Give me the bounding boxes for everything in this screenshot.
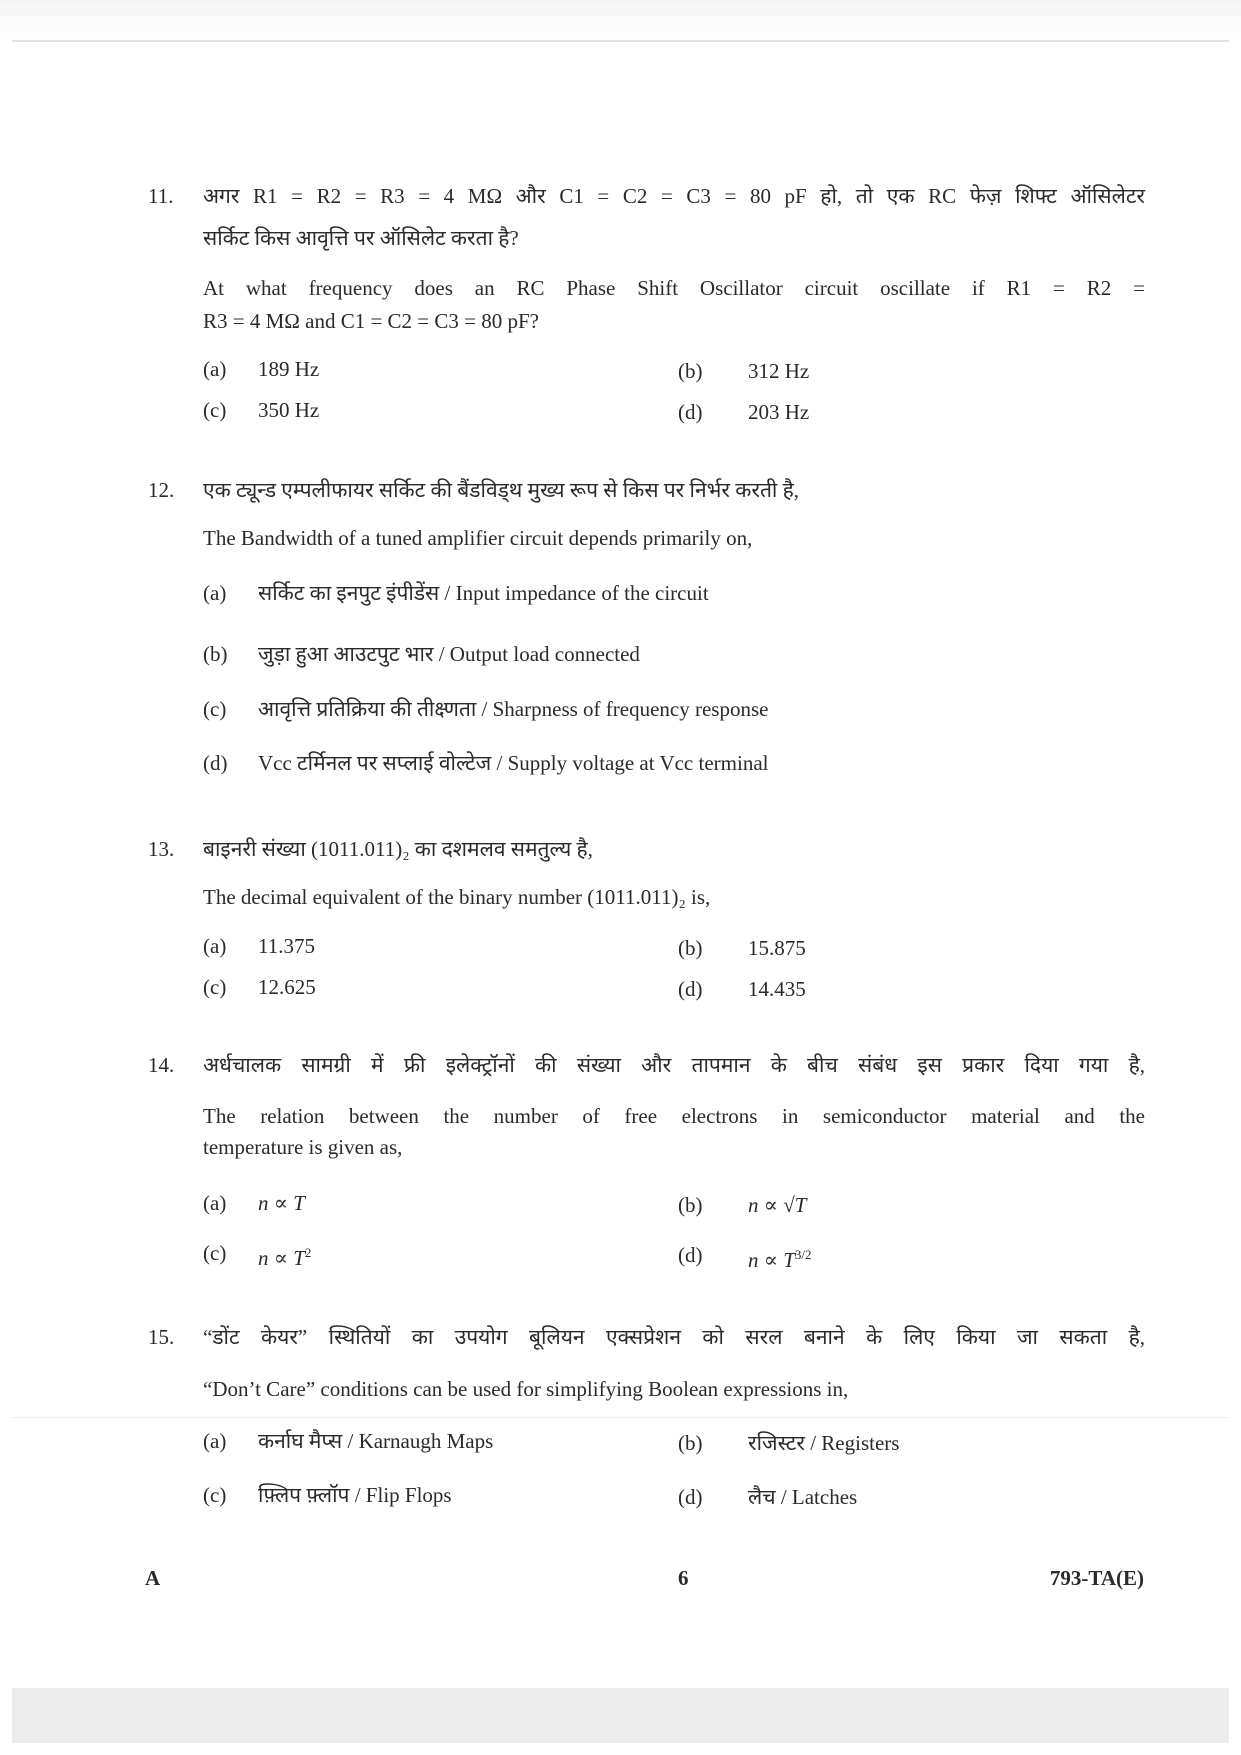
question-number: 12. — [148, 478, 175, 502]
question-number: 13. — [148, 837, 175, 861]
question-english: The relation between the number of free electrons in semiconductor material and the — [203, 1104, 1145, 1128]
option-label: (b) — [678, 359, 703, 383]
option-label: (c) — [203, 697, 227, 721]
option-label: (c) — [203, 1241, 227, 1265]
option-b: 15.875 — [748, 936, 806, 960]
option-a: सर्किट का इनपुट इंपीडेंस / Input impedance of the circuit — [258, 581, 709, 605]
question-hindi: अर्धचालक सामग्री में फ्री इलेक्ट्रॉनों की संख्या और तापमान के बीच संबंध इस प्रकार दिया गया है, — [203, 1053, 1145, 1077]
paper-code: 793-TA(E) — [1049, 1566, 1144, 1590]
question-english: R3 = 4 MΩ and C1 = C2 = C3 = 80 pF? — [203, 309, 539, 333]
scan-shade — [0, 0, 1241, 40]
option-d: Vcc टर्मिनल पर सप्लाई वोल्टेज / Supply voltage at Vcc terminal — [258, 751, 769, 775]
formula: n ∝ T — [258, 1246, 305, 1270]
option-a: कर्नाघ मैप्स / Karnaugh Maps — [258, 1429, 494, 1453]
exponent: 3/2 — [794, 1247, 812, 1262]
question-number: 11. — [148, 184, 174, 208]
option-a — [258, 1190, 305, 1216]
scan-line — [12, 1417, 1229, 1418]
option-label: (b) — [678, 1193, 703, 1217]
question-number: 14. — [148, 1053, 175, 1077]
option-d: लैच / Latches — [748, 1485, 858, 1509]
option-b: रजिस्टर / Registers — [748, 1431, 900, 1455]
option-label: (c) — [203, 398, 227, 422]
question-hindi: “डोंट केयर” स्थितियों का उपयोग बूलियन एक्सप्रेशन को सरल बनाने के लिए किया जा सकता है, — [203, 1325, 1145, 1349]
question-english: The Bandwidth of a tuned amplifier circuit depends primarily on, — [203, 526, 753, 550]
option-b — [748, 1192, 806, 1218]
formula: n ∝ T — [748, 1248, 795, 1272]
scan-bottom-band — [12, 1688, 1229, 1743]
option-label: (d) — [678, 1243, 703, 1267]
question-hindi: अगर R1 = R2 = R3 = 4 MΩ और C1 = C2 = C3 = 80 pF हो, तो एक RC फेज़ शिफ्ट ऑसिलेटर — [203, 184, 1145, 208]
option-label: (a) — [203, 1191, 227, 1215]
option-label: (b) — [678, 936, 703, 960]
option-a: 189 Hz — [258, 357, 320, 381]
question-english: At what frequency does an RC Phase Shift Oscillator circuit oscillate if R1 = R2 = — [203, 276, 1145, 300]
top-divider — [12, 40, 1229, 42]
option-label: (d) — [678, 1485, 703, 1509]
option-a: 11.375 — [258, 934, 315, 958]
formula: n ∝ T — [258, 1191, 305, 1215]
formula: n ∝ √T — [748, 1193, 807, 1217]
option-c: 350 Hz — [258, 398, 320, 422]
option-d — [748, 1242, 812, 1273]
option-label: (a) — [203, 1429, 227, 1453]
option-label: (a) — [203, 581, 227, 605]
option-c: 12.625 — [258, 975, 316, 999]
option-b: जुड़ा हुआ आउटपुट भार / Output load connected — [258, 642, 640, 666]
option-label: (d) — [678, 400, 703, 424]
question-english: temperature is given as, — [203, 1135, 403, 1159]
option-b: 312 Hz — [748, 359, 810, 383]
option-c: आवृत्ति प्रतिक्रिया की तीक्ष्णता / Sharpness of frequency response — [258, 697, 769, 721]
option-label: (d) — [203, 751, 228, 775]
page-number: 6 — [678, 1566, 689, 1590]
option-label: (d) — [678, 977, 703, 1001]
question-english: The decimal equivalent of the binary number (1011.011)₂ is, — [203, 885, 711, 909]
option-label: (a) — [203, 357, 227, 381]
option-label: (c) — [203, 975, 227, 999]
question-english: “Don’t Care” conditions can be used for simplifying Boolean expressions in, — [203, 1377, 849, 1401]
question-hindi: सर्किट किस आवृत्ति पर ऑसिलेट करता है? — [203, 226, 519, 250]
question-hindi: बाइनरी संख्या (1011.011)₂ का दशमलव समतुल्य है, — [203, 837, 593, 861]
option-c — [258, 1240, 311, 1271]
question-number: 15. — [148, 1325, 175, 1349]
option-d: 14.435 — [748, 977, 806, 1001]
option-c: फ़्लिप फ़्लॉप / Flip Flops — [258, 1483, 452, 1507]
option-label: (b) — [678, 1431, 703, 1455]
option-label: (a) — [203, 934, 227, 958]
option-label: (c) — [203, 1483, 227, 1507]
option-label: (b) — [203, 642, 228, 666]
exponent: 2 — [304, 1245, 312, 1260]
option-d: 203 Hz — [748, 400, 810, 424]
question-hindi: एक ट्यून्ड एम्पलीफायर सर्किट की बैंडविड्थ मुख्य रूप से किस पर निर्भर करती है, — [203, 478, 799, 502]
series-code: A — [145, 1566, 161, 1590]
